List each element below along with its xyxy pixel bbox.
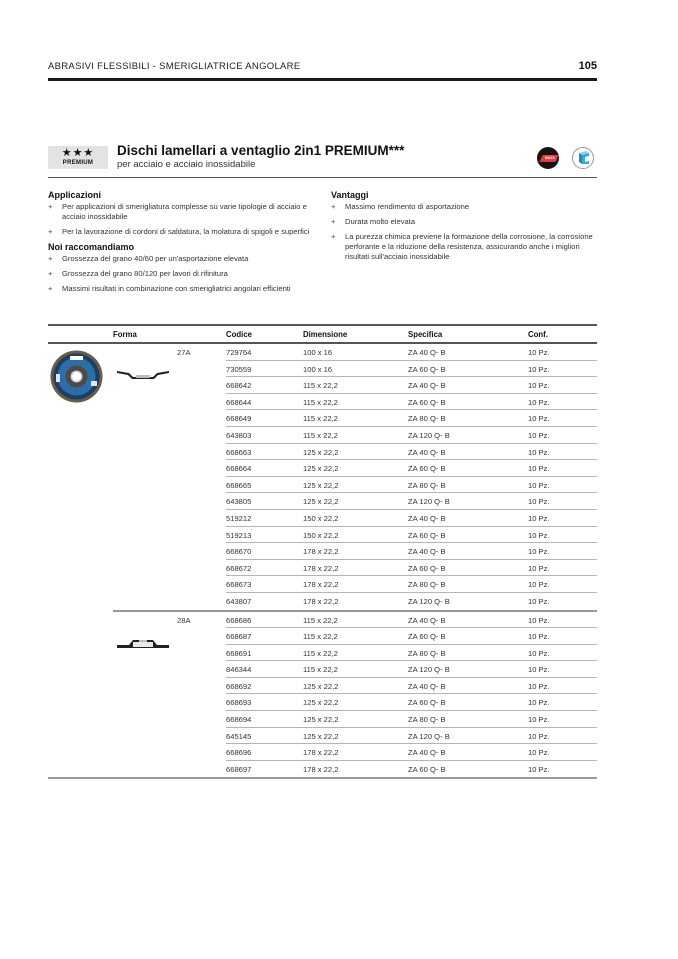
cell-specifica: ZA 40 Q- B <box>408 547 446 557</box>
cell-conf: 10 Pz. <box>528 596 550 606</box>
cell-codice: 668664 <box>226 464 252 474</box>
cell-codice: 668670 <box>226 547 252 557</box>
table-row <box>226 645 597 662</box>
cell-conf: 10 Pz. <box>528 447 550 457</box>
header-specifica: Specifica <box>408 330 443 339</box>
cell-dimensione: 178 x 22,2 <box>303 748 339 758</box>
table-row <box>226 560 597 577</box>
cell-codice: 668692 <box>226 681 252 691</box>
cell-specifica: ZA 80 Q- B <box>408 480 446 490</box>
cell-codice: 729764 <box>226 348 252 357</box>
product-subtitle: per acciaio e acciaio inossidabile <box>117 159 256 170</box>
cell-specifica: ZA 60 Q- B <box>408 698 446 708</box>
running-header <box>48 61 597 75</box>
table-row <box>226 728 597 745</box>
cell-dimensione: 115 x 22,2 <box>303 615 338 625</box>
cell-dimensione: 115 x 22,2 <box>303 414 338 424</box>
table-row <box>226 576 597 593</box>
cell-dimensione: 125 x 22,2 <box>303 715 339 725</box>
cell-specifica: ZA 40 Q- B <box>408 513 446 523</box>
type-28a-profile-image <box>117 638 169 650</box>
cell-conf: 10 Pz. <box>528 348 550 357</box>
cell-dimensione: 150 x 22,2 <box>303 513 339 523</box>
cell-specifica: ZA 60 Q- B <box>408 563 446 573</box>
cell-specifica: ZA 120 Q- B <box>408 665 450 675</box>
cell-conf: 10 Pz. <box>528 381 550 391</box>
raccomandiamo-list <box>48 254 328 294</box>
cell-specifica: ZA 40 Q- B <box>408 447 446 457</box>
cell-conf: 10 Pz. <box>528 397 550 407</box>
cell-dimensione: 125 x 22,2 <box>303 681 339 691</box>
title-rule <box>48 177 597 178</box>
cell-conf: 10 Pz. <box>528 665 550 675</box>
cell-codice: 668672 <box>226 563 252 573</box>
cell-conf: 10 Pz. <box>528 364 550 374</box>
cell-dimensione: 178 x 22,2 <box>303 563 339 573</box>
header-conf: Conf. <box>528 330 548 339</box>
cell-specifica: ZA 40 Q- B <box>408 381 446 391</box>
list-item: + Per applicazioni di smerigliatura complesse su varie tipologie di acciaio e acciaio inossidabile <box>48 202 307 221</box>
vantaggi-heading: Vantaggi <box>331 190 369 200</box>
cell-codice: 668697 <box>226 764 252 774</box>
table-row <box>226 694 597 711</box>
cell-dimensione: 115 x 22,2 <box>303 381 338 391</box>
cell-dimensione: 115 x 22,2 <box>303 397 338 407</box>
cell-codice: 668694 <box>226 715 252 725</box>
table-row <box>226 394 597 411</box>
cell-conf: 10 Pz. <box>528 615 550 625</box>
cell-codice: 643805 <box>226 497 252 507</box>
cell-dimensione: 125 x 22,2 <box>303 447 339 457</box>
table-row <box>226 628 597 645</box>
cell-codice: 668649 <box>226 414 252 424</box>
cell-conf: 10 Pz. <box>528 480 550 490</box>
header-dimensione: Dimensione <box>303 330 348 339</box>
cell-codice: 645145 <box>226 731 252 741</box>
cell-conf: 10 Pz. <box>528 632 550 642</box>
cell-dimensione: 100 x 16 <box>303 364 333 374</box>
table-row <box>226 427 597 444</box>
table-row <box>226 444 597 461</box>
cell-dimensione: 125 x 22,2 <box>303 698 339 708</box>
cell-dimensione: 125 x 22,2 <box>303 480 339 490</box>
cell-specifica: ZA 120 Q- B <box>408 497 450 507</box>
table-row <box>226 527 597 544</box>
cell-specifica: ZA 120 Q- B <box>408 731 450 741</box>
cell-specifica: ZA 60 Q- B <box>408 530 446 540</box>
cell-dimensione: 178 x 22,2 <box>303 596 339 606</box>
page-number: 105 <box>578 60 597 72</box>
cell-specifica: ZA 80 Q- B <box>408 715 446 725</box>
cell-codice: 519212 <box>226 513 252 523</box>
cell-dimensione: 150 x 22,2 <box>303 530 339 540</box>
table-row <box>226 612 597 629</box>
cell-codice: 643803 <box>226 430 252 440</box>
cell-specifica: ZA 40 Q- B <box>408 681 446 691</box>
cell-dimensione: 115 x 22,2 <box>303 430 338 440</box>
list-item: + Durata molto elevata <box>331 217 416 226</box>
list-item: + Massimi risultati in combinazione con smerigliatrici angolari efficienti <box>48 284 291 293</box>
cell-codice: 668693 <box>226 698 252 708</box>
section-title: ABRASIVI FLESSIBILI - SMERIGLIATRICE ANGOLARE <box>48 61 301 72</box>
table-row <box>226 344 597 361</box>
cell-specifica: ZA 80 Q- B <box>408 580 446 590</box>
cell-specifica: ZA 80 Q- B <box>408 648 446 658</box>
group-28a <box>48 612 597 778</box>
cell-codice: 668696 <box>226 748 252 758</box>
applicazioni-list <box>48 202 328 237</box>
cell-codice: 519213 <box>226 530 252 540</box>
raccomandiamo-heading: Noi raccomandiamo <box>48 242 135 252</box>
badge-label: PREMIUM <box>62 160 94 166</box>
stars-icon: ★★★ <box>61 147 95 159</box>
applicazioni-heading: Applicazioni <box>48 190 102 200</box>
cell-dimensione: 178 x 22,2 <box>303 547 339 557</box>
cell-specifica: ZA 40 Q- B <box>408 348 446 357</box>
cell-specifica: ZA 60 Q- B <box>408 464 446 474</box>
cell-conf: 10 Pz. <box>528 648 550 658</box>
cell-conf: 10 Pz. <box>528 547 550 557</box>
cell-specifica: ZA 60 Q- B <box>408 364 446 374</box>
right-column <box>331 190 599 267</box>
vantaggi-list <box>331 202 599 262</box>
cell-specifica: ZA 60 Q- B <box>408 764 446 774</box>
list-item: + La purezza chimica previene la formazione della corrosione, la corrosione perforante e la riduzione della resistenza, assicurando anche i migliori risultati sull'acciaio inossidabile <box>331 232 593 261</box>
cell-conf: 10 Pz. <box>528 731 550 741</box>
cell-codice: 846344 <box>226 665 252 675</box>
cell-dimensione: 178 x 22,2 <box>303 580 339 590</box>
cell-codice: 668665 <box>226 480 252 490</box>
cell-conf: 10 Pz. <box>528 513 550 523</box>
cell-specifica: ZA 40 Q- B <box>408 615 446 625</box>
cell-conf: 10 Pz. <box>528 681 550 691</box>
cell-conf: 10 Pz. <box>528 414 550 424</box>
cell-dimensione: 115 x 22,2 <box>303 648 338 658</box>
cell-dimensione: 178 x 22,2 <box>303 764 339 774</box>
cell-dimensione: 100 x 16 <box>303 348 333 357</box>
table-row <box>226 678 597 695</box>
table-row <box>226 410 597 427</box>
table-row <box>226 361 597 378</box>
table-header <box>48 326 597 342</box>
table-row <box>226 510 597 527</box>
cell-specifica: ZA 60 Q- B <box>408 397 446 407</box>
header-rule <box>48 78 597 81</box>
cell-specifica: ZA 120 Q- B <box>408 596 450 606</box>
cell-codice: 730559 <box>226 364 252 374</box>
group-27a <box>48 344 597 610</box>
cell-codice: 668687 <box>226 632 252 642</box>
shape-type: 27A <box>177 348 191 357</box>
cell-specifica: ZA 40 Q- B <box>408 748 446 758</box>
cell-conf: 10 Pz. <box>528 764 550 774</box>
cell-conf: 10 Pz. <box>528 748 550 758</box>
cell-codice: 668642 <box>226 381 252 391</box>
steel-icon <box>572 147 594 169</box>
cell-conf: 10 Pz. <box>528 430 550 440</box>
product-table <box>48 324 597 779</box>
table-row <box>226 711 597 728</box>
cell-codice: 643807 <box>226 596 252 606</box>
list-item: + Massimo rendimento di asportazione <box>331 202 470 211</box>
list-item: + Grossezza del grano 80/120 per lavori di rifinitura <box>48 269 228 278</box>
cell-conf: 10 Pz. <box>528 563 550 573</box>
shape-type: 28A <box>177 615 191 625</box>
cell-dimensione: 125 x 22,2 <box>303 731 339 741</box>
table-row <box>226 477 597 494</box>
table-row <box>226 460 597 477</box>
cell-codice: 668691 <box>226 648 252 658</box>
cell-conf: 10 Pz. <box>528 530 550 540</box>
cell-specifica: ZA 120 Q- B <box>408 430 450 440</box>
product-title: Dischi lamellari a ventaglio 2in1 PREMIUM*** <box>117 143 405 158</box>
list-item: + Grossezza del grano 40/60 per un'asportazione elevata <box>48 254 249 263</box>
cell-codice: 668673 <box>226 580 252 590</box>
flap-disc-image <box>50 350 103 403</box>
table-row <box>226 493 597 510</box>
table-row <box>226 593 597 610</box>
cell-dimensione: 115 x 22,2 <box>303 665 338 675</box>
type-27a-profile-image <box>117 368 169 380</box>
table-row <box>226 744 597 761</box>
header-codice: Codice <box>226 330 252 339</box>
cell-dimensione: 125 x 22,2 <box>303 464 339 474</box>
rows-28a <box>226 612 597 778</box>
list-item: + Per la lavorazione di cordoni di saldatura, la molatura di spigoli e superfici <box>48 227 310 236</box>
cell-conf: 10 Pz. <box>528 464 550 474</box>
table-row <box>226 543 597 560</box>
cell-conf: 10 Pz. <box>528 580 550 590</box>
premium-badge <box>48 146 108 169</box>
cell-conf: 10 Pz. <box>528 715 550 725</box>
cell-conf: 10 Pz. <box>528 497 550 507</box>
cell-specifica: ZA 60 Q- B <box>408 632 446 642</box>
cell-specifica: ZA 80 Q- B <box>408 414 446 424</box>
header-forma: Forma <box>113 330 137 339</box>
cell-codice: 668686 <box>226 615 252 625</box>
table-row <box>226 377 597 394</box>
cell-codice: 668663 <box>226 447 252 457</box>
table-row <box>226 661 597 678</box>
rows-27a <box>226 344 597 610</box>
cell-dimensione: 115 x 22,2 <box>303 632 338 642</box>
cell-codice: 668644 <box>226 397 252 407</box>
cell-conf: 10 Pz. <box>528 698 550 708</box>
cell-dimensione: 125 x 22,2 <box>303 497 339 507</box>
inox-icon: INOX <box>537 147 559 169</box>
left-column <box>48 190 328 299</box>
table-row <box>226 761 597 778</box>
